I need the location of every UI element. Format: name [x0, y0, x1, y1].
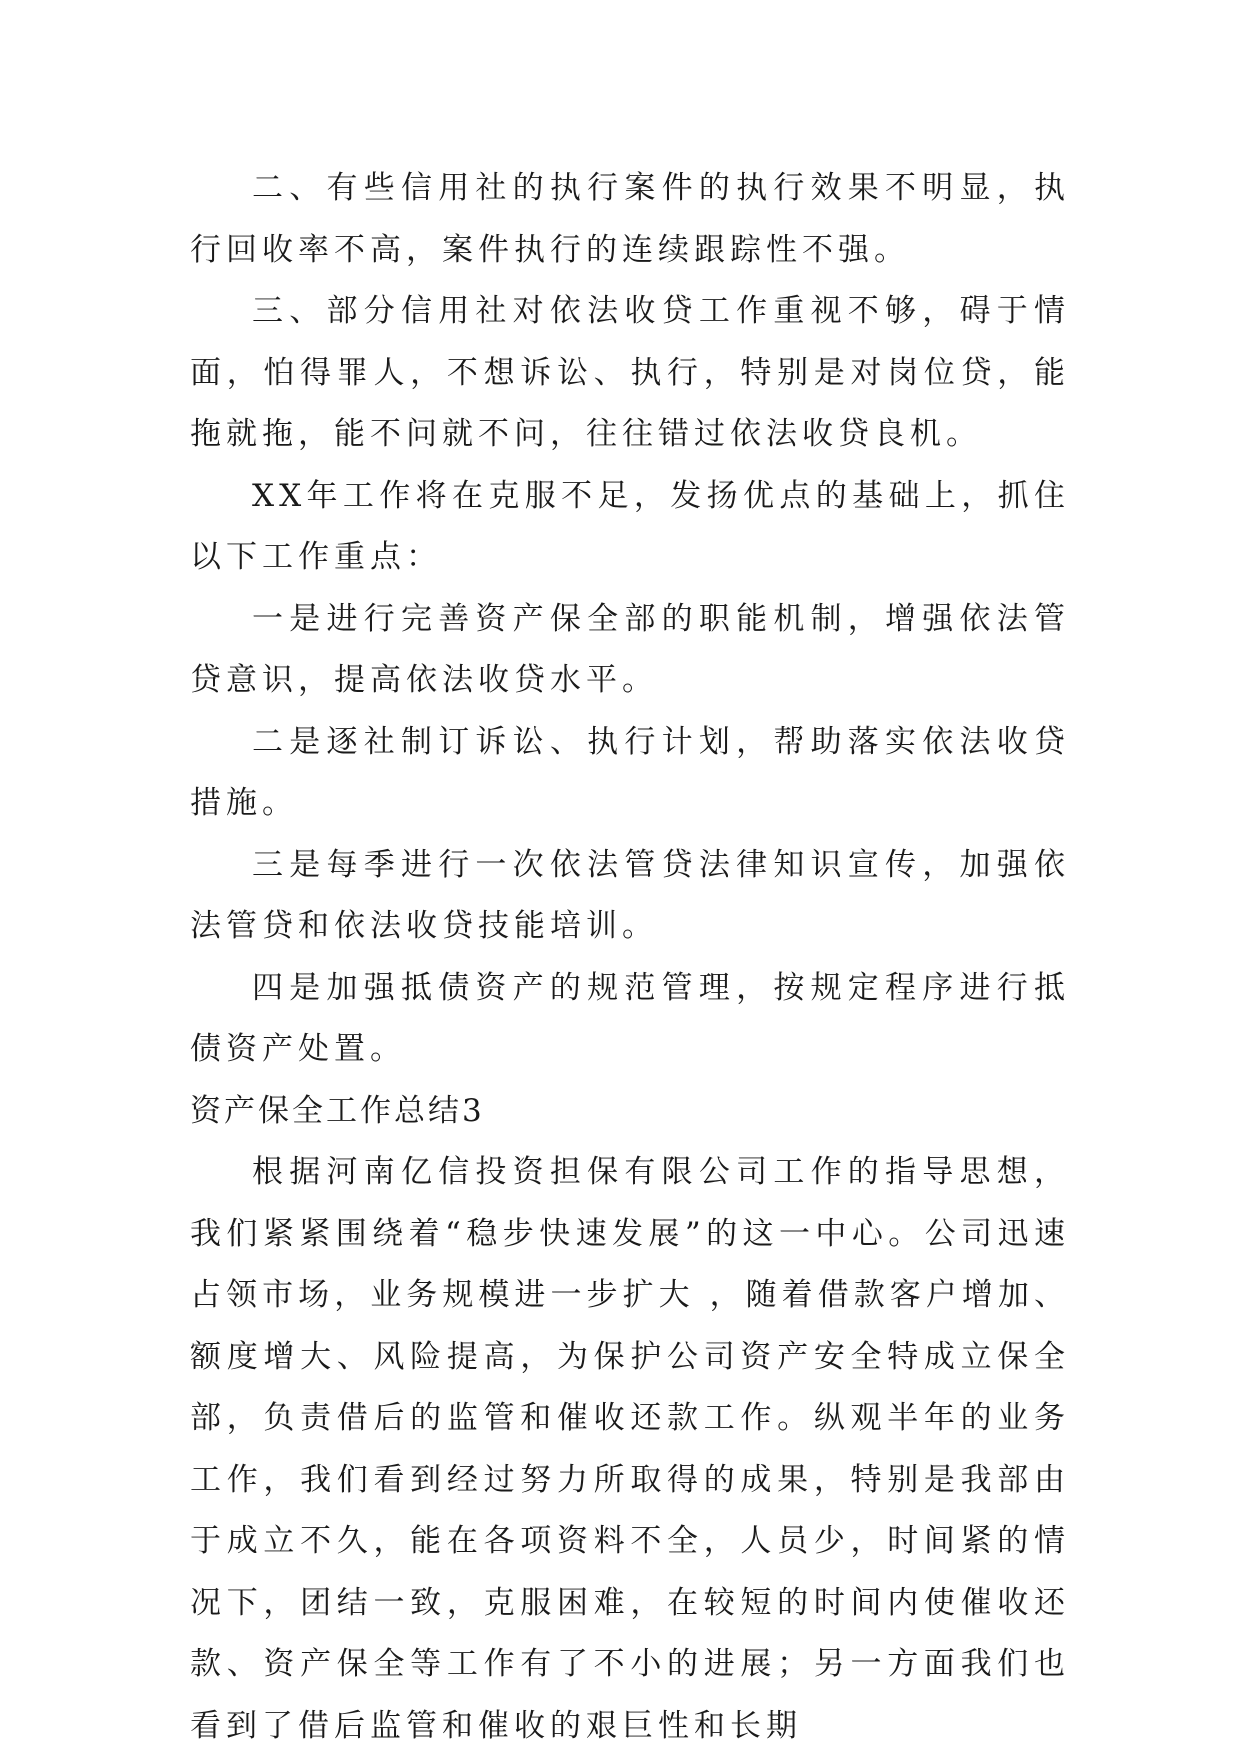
paragraph-issue-two: 二、有些信用社的执行案件的执行效果不明显，执行回收率不高，案件执行的连续跟踪性不强。: [190, 170, 1070, 268]
paragraph-focus-one: 一是进行完善资产保全部的职能机制，增强依法管贷意识，提高依法收贷水平。: [190, 600, 1070, 698]
paragraph-next-year-intro: XX年工作将在克服不足，发扬优点的基础上，抓住以下工作重点：: [190, 477, 1070, 575]
paragraph-summary-three: 根据河南亿信投资担保有限公司工作的指导思想，我们紧紧围绕着“稳步快速发展”的这一中心。公司迅速占领市场，业务规模进一步扩大 ，随着借款客户增加、额度增大、风险提高，为保护公司资产安全特成立保全部，负责借后的监管和催收还款工作。纵观半年的业务工作，我们看到经过努力所取得的成果，特别是我部由于成立不久，能在各项资料不全，人员少，时间紧的情况下，团结一致，克服困难，在较短的时间内使催收还款、资产保全等工作有了不小的进展；另一方面我们也看到了借后监管和催收的艰巨性和长期: [190, 1154, 1070, 1744]
paragraph-focus-two: 二是逐社制订诉讼、执行计划，帮助落实依法收贷措施。: [190, 723, 1070, 821]
paragraph-issue-three: 三、部分信用社对依法收贷工作重视不够，碍于情面，怕得罪人，不想诉讼、执行，特别是对岗位贷，能拖就拖，能不问就不问，往往错过依法收贷良机。: [190, 293, 1070, 452]
paragraph-focus-three: 三是每季进行一次依法管贷法律知识宣传，加强依法管贷和依法收贷技能培训。: [190, 846, 1070, 944]
document-body: [190, 158, 1070, 1757]
paragraph-focus-four: 四是加强抵债资产的规范管理，按规定程序进行抵债资产处置。: [190, 969, 1070, 1067]
section-heading: 资产保全工作总结3: [190, 1092, 485, 1129]
